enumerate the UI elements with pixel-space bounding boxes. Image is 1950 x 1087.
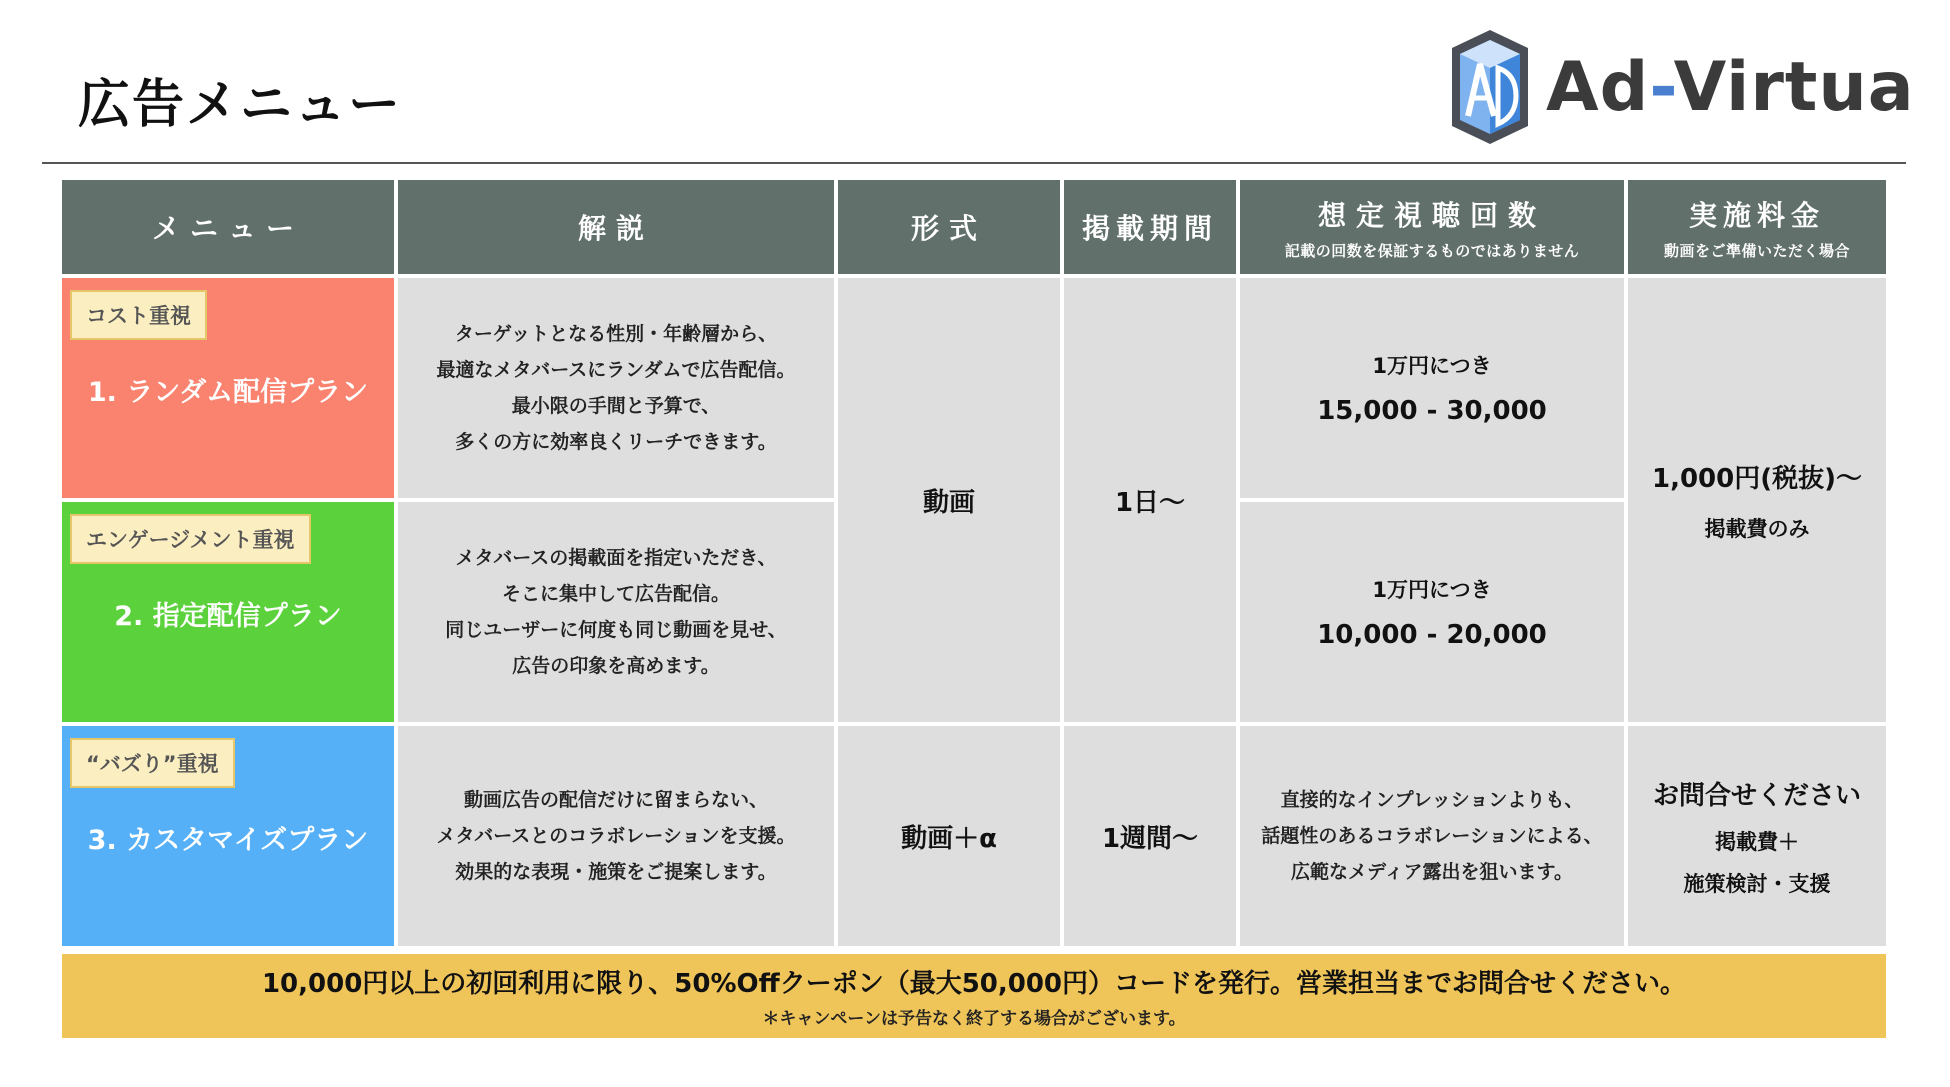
campaign-offer: 10,000円以上の初回利用に限り、50%Offクーポン（最大50,000円）コードを発行。営業担当までお問合せください。	[261, 969, 1687, 999]
plan-3-desc-line: メタバースとのコラボレーションを支援。	[436, 825, 796, 847]
plan-3-description	[398, 726, 834, 946]
brand-prefix: Ad	[1546, 47, 1650, 127]
plan-2-desc-line: そこに集中して広告配信。	[501, 583, 730, 605]
brand-suffix: Virtua	[1673, 47, 1915, 127]
price-sub: 掲載費のみ	[1704, 516, 1810, 541]
plan-1-badge: コスト重視	[70, 290, 207, 340]
header-menu-label: メニュー	[151, 212, 304, 245]
plan-2-description	[398, 502, 834, 722]
plan-3-name: 3. カスタマイズプラン	[87, 825, 369, 856]
period-1-week: 1週間〜	[1101, 823, 1199, 854]
header-format-label: 形式	[910, 212, 987, 245]
plan-3-desc-line: 動画広告の配信だけに留まらない、	[463, 789, 768, 811]
header-description	[398, 180, 834, 274]
header-price	[1628, 180, 1886, 274]
brand-logo	[1450, 28, 1915, 146]
plan-2-desc-line: 同じユーザーに何度も同じ動画を見せ、	[445, 619, 787, 641]
header-period	[1064, 180, 1236, 274]
campaign-disclaimer: ＊キャンペーンは予告なく終了する場合がございます。	[762, 1009, 1186, 1029]
plan-2-cell	[62, 502, 394, 722]
header-views-label: 想定視聴回数	[1317, 198, 1546, 232]
plan-1-views-unit: 1万円につき	[1372, 354, 1492, 378]
plan-1-views-range: 15,000 - 30,000	[1317, 396, 1547, 426]
plan-1-name: 1. ランダム配信プラン	[87, 377, 369, 408]
header-description-label: 解説	[577, 212, 654, 245]
format-video: 動画	[922, 487, 975, 518]
plan-2-desc-line: 広告の印象を高めます。	[512, 655, 720, 677]
price-contact: お問合せください	[1652, 780, 1861, 811]
period-plan-3	[1064, 726, 1236, 946]
plan-1-desc-line: 最小限の手間と予算で、	[511, 395, 721, 417]
plan-2-name: 2. 指定配信プラン	[114, 601, 342, 632]
plan-2-views-unit: 1万円につき	[1372, 578, 1492, 602]
plan-3-cell	[62, 726, 394, 946]
header-menu	[62, 180, 394, 274]
format-video-plus: 動画＋α	[901, 823, 997, 854]
header-period-label: 掲載期間	[1081, 212, 1218, 245]
header-views	[1240, 180, 1624, 274]
period-plan-1-2	[1064, 278, 1236, 722]
price-sub-1: 掲載費＋	[1715, 829, 1799, 854]
price-plan-1-2	[1628, 278, 1886, 722]
ad-menu-table	[62, 180, 1886, 945]
plan-3-desc-line: 効果的な表現・施策をご提案します。	[455, 861, 777, 883]
plan-2-views-range: 10,000 - 20,000	[1317, 620, 1547, 650]
plan-2-views	[1240, 502, 1624, 722]
plan-1-desc-line: 多くの方に効率良くリーチできます。	[455, 431, 777, 453]
price-main: 1,000円(税抜)〜	[1651, 463, 1862, 494]
plan-1-views	[1240, 278, 1624, 498]
brand-wordmark	[1546, 48, 1915, 127]
header-price-note: 動画をご準備いただく場合	[1663, 241, 1850, 260]
plan-1-description	[398, 278, 834, 498]
format-plan-1-2	[838, 278, 1060, 722]
period-1-day: 1日〜	[1114, 487, 1186, 518]
header-price-label: 実施料金	[1688, 198, 1825, 232]
plan-3-badge: “バズり”重視	[70, 738, 235, 788]
plan-3-views-line: 広範なメディア露出を狙います。	[1291, 861, 1573, 883]
plan-3-views-line: 直接的なインプレッションよりも、	[1280, 789, 1584, 811]
title-divider	[42, 162, 1906, 164]
page-title: 広告メニュー	[78, 75, 403, 135]
plan-3-views-line: 話題性のあるコラボレーションによる、	[1261, 825, 1603, 847]
header-format	[838, 180, 1060, 274]
brand-dash: -	[1649, 47, 1674, 127]
plan-2-badge: エンゲージメント重視	[70, 514, 311, 564]
plan-2-desc-line: メタバースの掲載面を指定いただき、	[455, 547, 777, 569]
format-plan-3	[838, 726, 1060, 946]
header-views-note: 記載の回数を保証するものではありません	[1284, 241, 1580, 260]
plan-1-cell	[62, 278, 394, 498]
price-sub-2: 施策検討・支援	[1683, 871, 1831, 896]
price-plan-3	[1628, 726, 1886, 946]
cube-logo-icon	[1450, 28, 1530, 146]
campaign-banner	[62, 954, 1886, 1038]
plan-1-desc-line: ターゲットとなる性別・年齢層から、	[454, 323, 778, 345]
plan-3-views	[1240, 726, 1624, 946]
plan-1-desc-line: 最適なメタバースにランダムで広告配信。	[436, 359, 796, 381]
